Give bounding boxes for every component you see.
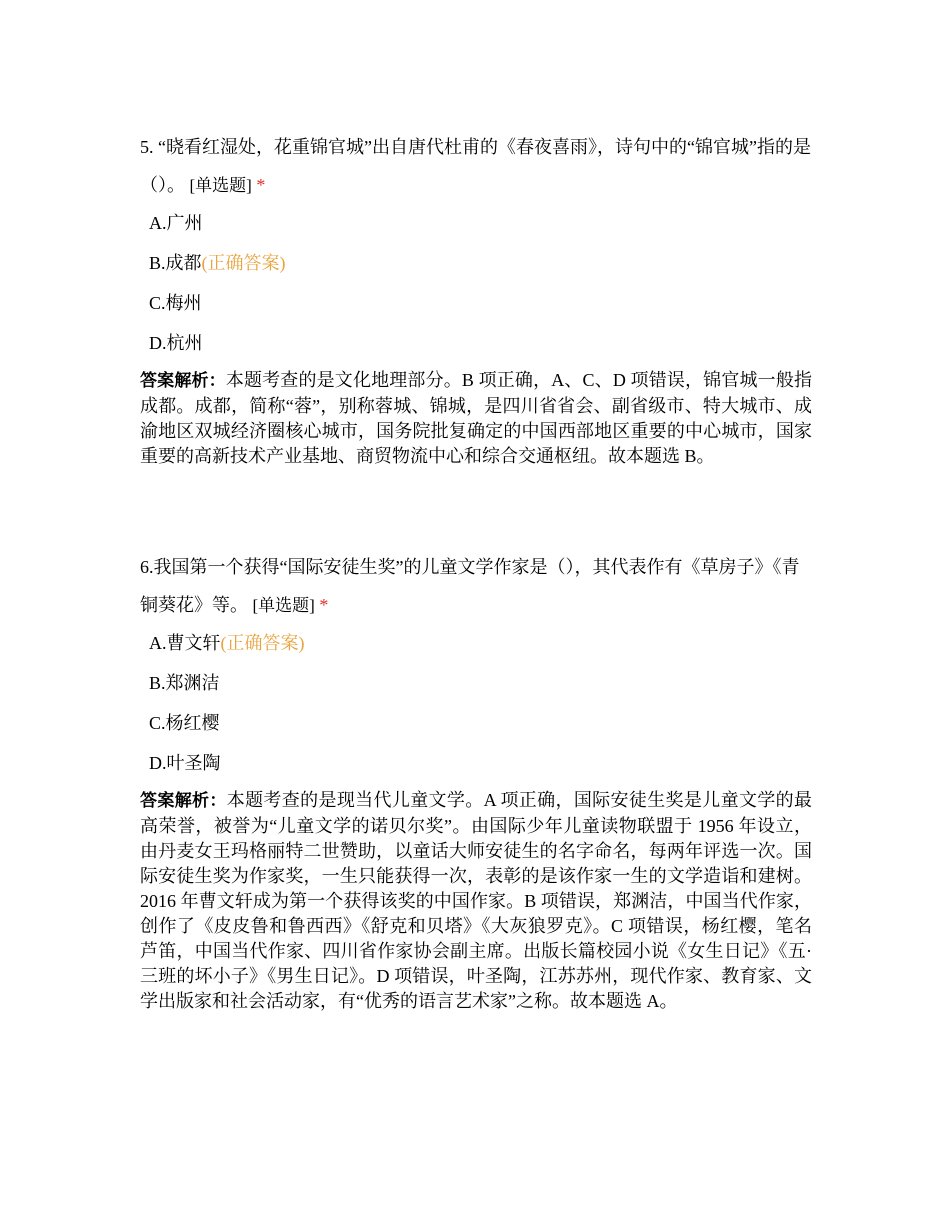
option-label: C.杨红樱 [149,713,220,733]
question-5-stem: 5. “晓看红湿处，花重锦官城”出自唐代杜甫的《春夜喜雨》，诗句中的“锦官城”指的是（）。 [140,137,811,195]
option-label: B.成都 [149,253,202,273]
option-item [140,631,812,671]
correct-answer-tag: (正确答案) [220,633,305,653]
required-mark: * [319,595,329,615]
option-item [140,211,812,251]
option-label: D.叶圣陶 [149,753,221,773]
question-5 [140,128,812,469]
correct-answer-tag: (正确答案) [201,253,286,273]
question-6-text [140,548,812,625]
question-5-analysis [140,368,812,469]
analysis-text: 本题考查的是现当代儿童文学。A 项正确，国际安徒生奖是儿童文学的最高荣誉，被誉为“儿童文学的诺贝尔奖”。由国际少年儿童读物联盟于 1956 年设立，由丹麦女王玛格丽特二世赞助，以童话大师安徒生的名字命名，每两年评选一次。国际安徒生奖为作家奖，一生只能获得一次，表彰的是该作家一生的文学造诣和建树。2016 年曹文轩成为第一个获得该奖的中国作家。B 项错误，郑渊洁，中国当代作家，创作了《皮皮鲁和鲁西西》《舒克和贝塔》《大灰狼罗克》。C 项错误，杨红樱，笔名芦笛，中国当代作家、四川省作家协会副主席。出版长篇校园小说《女生日记》《五·三班的坏小子》《男生日记》。D 项错误，叶圣陶，江苏苏州，现代作家、教育家、文学出版家和社会活动家，有“优秀的语言艺术家”之称。故本题选 A。 [140,790,812,1011]
option-label: B.郑渊洁 [149,673,220,693]
analysis-text: 本题考查的是文化地理部分。B 项正确，A、C、D 项错误，锦官城一般指成都。成都，简称“蓉”，别称蓉城、锦城，是四川省省会、副省级市、特大城市、成渝地区双城经济圈核心城市，国务院批复确定的中国西部地区重要的中心城市，国家重要的高新技术产业基地、商贸物流中心和综合交通枢纽。故本题选 B。 [140,370,812,466]
question-5-type: [单选题] [189,176,252,195]
analysis-label: 答案解析： [140,371,226,391]
question-6-stem: 6.我国第一个获得“国际安徒生奖”的儿童文学作家是（），其代表作有《草房子》《青铜葵花》等。 [140,557,800,615]
option-item [140,251,812,291]
option-label: D.杭州 [149,333,203,353]
question-5-options [140,211,812,371]
analysis-paragraph [140,368,812,469]
required-mark: * [256,175,266,195]
option-item [140,331,812,371]
analysis-label: 答案解析： [140,791,227,811]
question-5-text [140,128,812,205]
analysis-paragraph [140,788,812,1014]
option-item [140,751,812,791]
question-6-type: [单选题] [252,596,315,615]
question-6-analysis [140,788,812,1014]
option-item [140,711,812,751]
option-item [140,291,812,331]
question-6 [140,548,812,1014]
option-label: A.曹文轩 [149,633,221,653]
option-item [140,671,812,711]
option-label: C.梅州 [149,293,202,313]
option-label: A.广州 [149,213,203,233]
question-6-options [140,631,812,791]
